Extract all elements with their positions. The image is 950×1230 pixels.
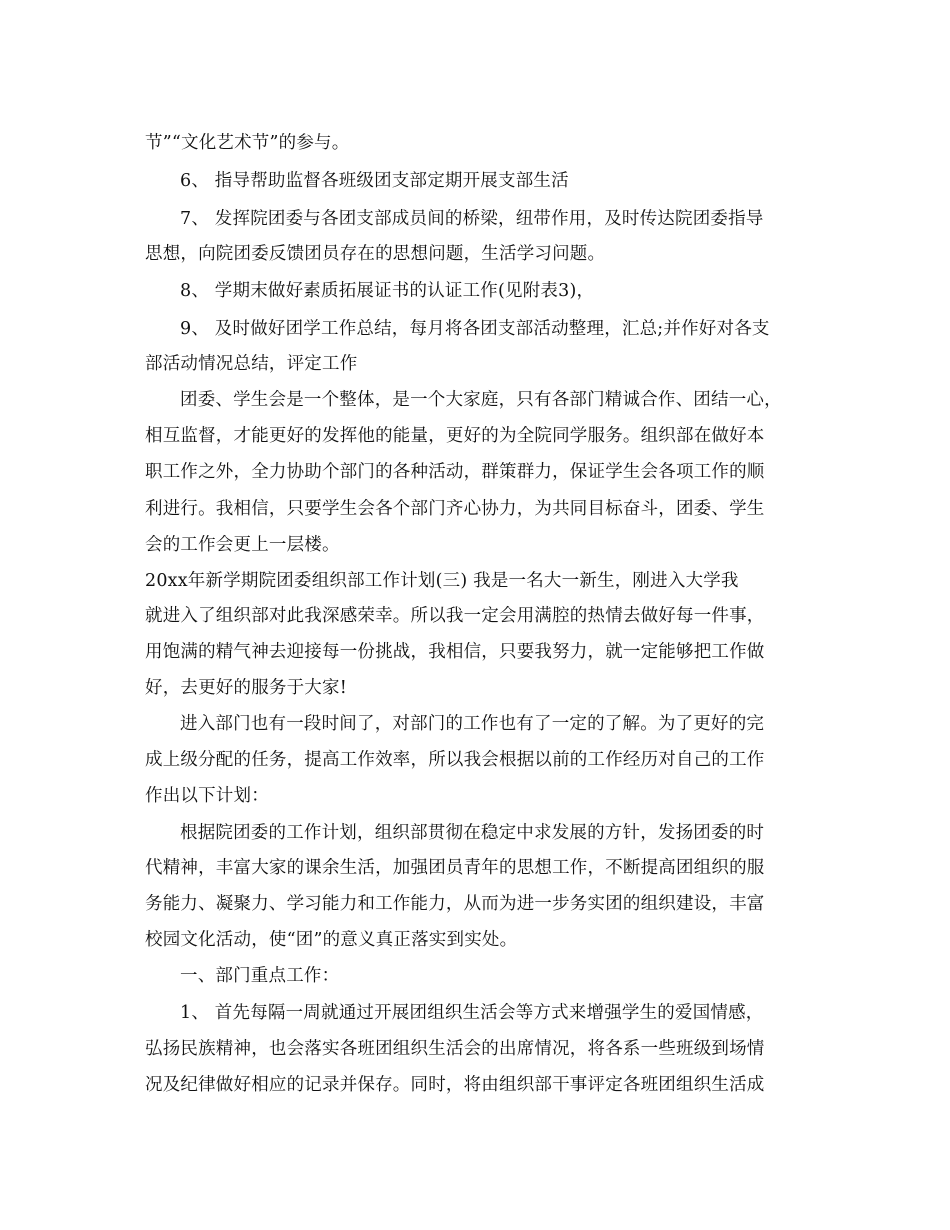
text-line: 代精神，丰富大家的课余生活，加强团员青年的思想工作，不断提高团组织的服 bbox=[145, 858, 765, 878]
text-line: 9、 及时做好团学工作总结，每月将各团支部活动整理，汇总;并作好对各支 bbox=[180, 319, 770, 339]
text-line: 况及纪律做好相应的记录并保存。同时，将由组织部干事评定各班团组织生活成 bbox=[145, 1075, 765, 1095]
text-line: 一、部门重点工作： bbox=[180, 966, 340, 986]
text-line: 进入部门也有一段时间了，对部门的工作也有了一定的了解。为了更好的完 bbox=[180, 714, 765, 734]
text-line: 用饱满的精气神去迎接每一份挑战，我相信，只要我努力，就一定能够把工作做 bbox=[145, 642, 765, 662]
text-line: 思想，向院团委反馈团员存在的思想问题，生活学习问题。 bbox=[145, 244, 606, 264]
text-line: 作出以下计划： bbox=[145, 786, 269, 806]
text-line: 7、 发挥院团委与各团支部成员间的桥梁，纽带作用，及时传达院团委指导 bbox=[180, 209, 764, 229]
text-line: 6、 指导帮助监督各班级团支部定期开展支部生活 bbox=[180, 171, 569, 191]
section-heading-line: 20xx年新学期院团委组织部工作计划(三) 我是一名大一新生，刚进入大学我 bbox=[145, 571, 739, 591]
text-line: 1、 首先每隔一周就通过开展团组织生活会等方式来增强学生的爱国情感， bbox=[180, 1003, 764, 1023]
text-line: 部活动情况总结，评定工作 bbox=[145, 354, 358, 374]
text-line: 利进行。我相信，只要学生会各个部门齐心协力，为共同目标奋斗，团委、学生 bbox=[145, 499, 765, 519]
text-line: 相互监督，才能更好的发挥他的能量，更好的为全院同学服务。组织部在做好本 bbox=[145, 426, 765, 446]
text-line: 节”“文化艺术节”的参与。 bbox=[145, 133, 350, 153]
text-line: 就进入了组织部对此我深感荣幸。所以我一定会用满腔的热情去做好每一件事， bbox=[145, 606, 765, 626]
text-line: 校园文化活动，使“团”的意义真正落实到实处。 bbox=[145, 930, 518, 950]
text-line: 会的工作会更上一层楼。 bbox=[145, 535, 340, 555]
text-line: 好，去更好的服务于大家! bbox=[145, 678, 347, 698]
text-line: 成上级分配的任务，提高工作效率，所以我会根据以前的工作经历对自己的工作 bbox=[145, 750, 765, 770]
text-line: 职工作之外，全力协助个部门的各种活动，群策群力，保证学生会各项工作的顺 bbox=[145, 462, 765, 482]
text-line: 务能力、凝聚力、学习能力和工作能力，从而为进一步务实团的组织建设，丰富 bbox=[145, 894, 765, 914]
text-line: 弘扬民族精神，也会落实各班团组织生活会的出席情况，将各系一些班级到场情 bbox=[145, 1039, 765, 1059]
text-line: 8、 学期末做好素质拓展证书的认证工作(见附表3)， bbox=[180, 281, 595, 301]
text-line: 团委、学生会是一个整体，是一个大家庭，只有各部门精诚合作、团结一心， bbox=[180, 390, 782, 410]
text-line: 根据院团委的工作计划，组织部贯彻在稳定中求发展的方针，发扬团委的时 bbox=[180, 823, 765, 843]
